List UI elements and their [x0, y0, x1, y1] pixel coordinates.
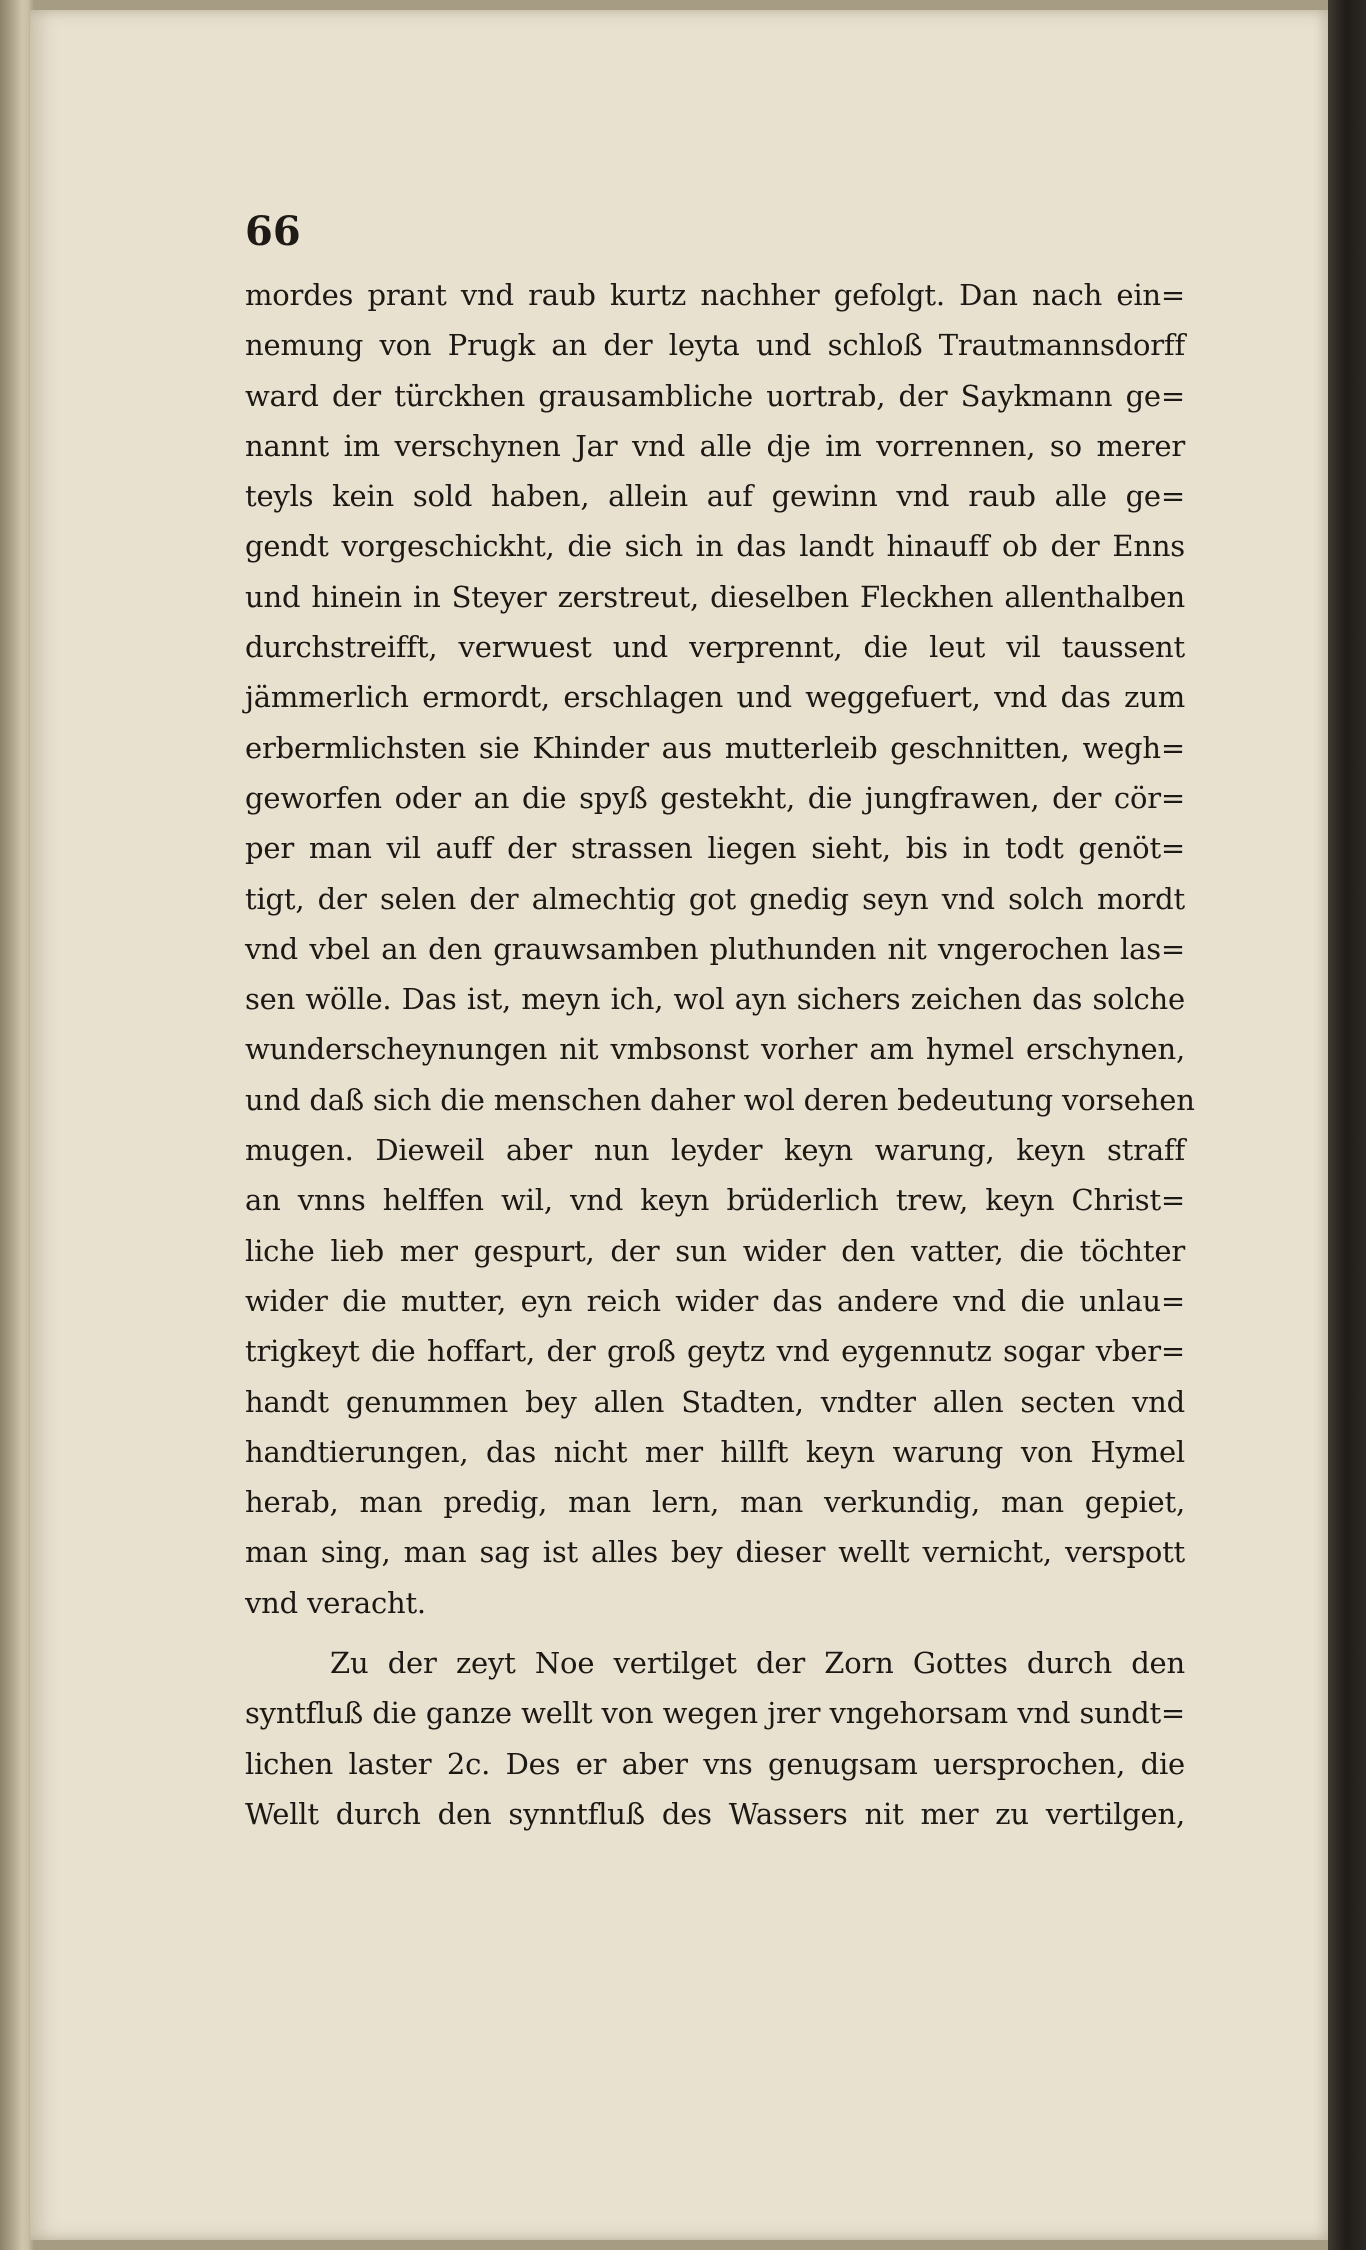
text-line: handt genummen bey allen Stadten, vndter allen secten vnd: [245, 1384, 1185, 1419]
text-line: an vnns helffen wil, vnd keyn brüderlich trew, keyn Christ=: [245, 1183, 1185, 1218]
text-line: mordes prant vnd raub kurtz nachher gefolgt. Dan nach ein=: [245, 278, 1185, 312]
text-line: sen wölle. Das ist, meyn ich, wol ayn sichers zeichen das solche: [245, 982, 1185, 1017]
text-line: Zu der zeyt Noe vertilget der Zorn Gottes durch den: [330, 1646, 1185, 1681]
text-line: syntfluß die ganze wellt von wegen jrer vngehorsam vnd sundt=: [245, 1696, 1185, 1731]
text-line: vnd vbel an den grauwsamben pluthunden nit vngerochen las=: [245, 931, 1185, 966]
text-line: und daß sich die menschen daher wol deren bedeutung vorsehen: [245, 1082, 1195, 1117]
text-line: ward der türckhen grausambliche uortrab, der Saykmann ge=: [245, 378, 1185, 413]
text-line: Wellt durch den synntfluß des Wassers nit mer zu vertilgen,: [245, 1796, 1185, 1831]
paragraph-2: [245, 1638, 1185, 1839]
text-line: vnd veracht.: [245, 1585, 426, 1620]
text-line: jämmerlich ermordt, erschlagen und weggefuert, vnd das zum: [245, 680, 1185, 715]
text-line: herab, man predig, man lern, man verkundig, man gepiet,: [245, 1485, 1185, 1520]
text-line: geworfen oder an die spyß gestekht, die jungfrawen, der cör=: [245, 780, 1185, 815]
text-line: und hinein in Steyer zerstreut, dieselben Fleckhen allenthalben: [245, 579, 1185, 614]
text-line: liche lieb mer gespurt, der sun wider den vatter, die töchter: [245, 1233, 1185, 1268]
text-line: per man vil auff der strassen liegen sieht, bis in todt genöt=: [245, 831, 1185, 866]
text-line: handtierungen, das nicht mer hillft keyn warung von Hymel: [245, 1434, 1185, 1469]
page-number: 66: [245, 208, 301, 255]
book-edge-right: [1328, 0, 1366, 2250]
paragraph-1: [245, 270, 1195, 1628]
text-line: teyls kein sold haben, allein auf gewinn vnd raub alle ge=: [245, 479, 1185, 514]
text-line: erbermlichsten sie Khinder aus mutterleib geschnitten, wegh=: [245, 730, 1185, 765]
page-body: [245, 270, 1195, 1839]
text-line: trigkeyt die hoffart, der groß geytz vnd eygennutz sogar vber=: [245, 1334, 1185, 1369]
text-line: nannt im verschynen Jar vnd alle dje im vorrennen, so merer: [245, 428, 1185, 463]
text-line: wunderscheynungen nit vmbsonst vorher am hymel erschynen,: [245, 1032, 1185, 1067]
text-line: durchstreifft, verwuest und verprennt, die leut vil taussent: [245, 630, 1185, 665]
text-line: nemung von Prugk an der leyta und schloß Trautmannsdorff: [245, 328, 1185, 363]
text-line: lichen laster 2c. Des er aber vns genugsam uersprochen, die: [245, 1746, 1185, 1781]
text-line: man sing, man sag ist alles bey dieser wellt vernicht, verspott: [245, 1535, 1185, 1570]
text-line: mugen. Dieweil aber nun leyder keyn warung, keyn straff: [245, 1133, 1185, 1168]
text-line: gendt vorgeschickht, die sich in das landt hinauff ob der Enns: [245, 529, 1185, 564]
text-line: tigt, der selen der almechtig got gnedig seyn vnd solch mordt: [245, 881, 1185, 916]
text-line: wider die mutter, eyn reich wider das andere vnd die unlau=: [245, 1283, 1185, 1318]
